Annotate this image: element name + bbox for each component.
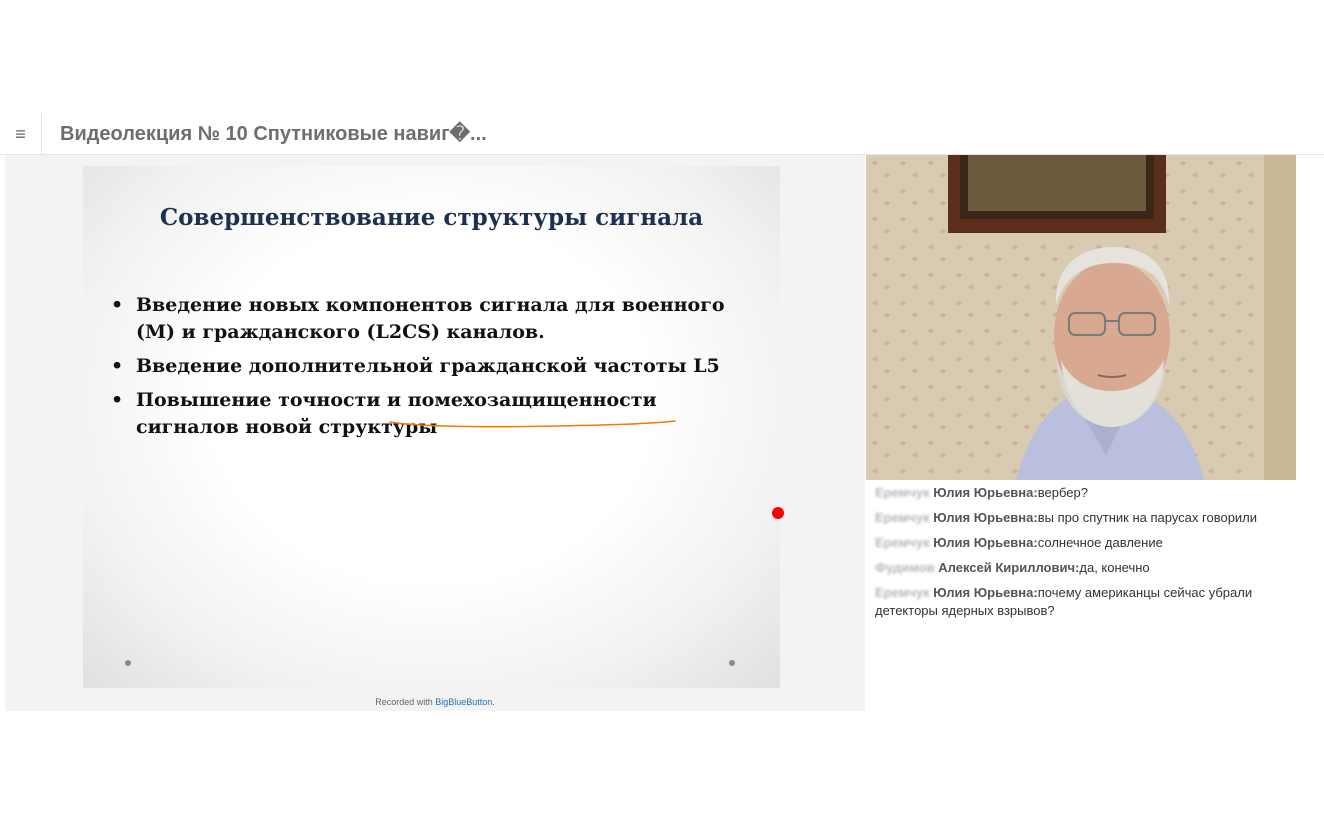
- chat-message: Еремчук Юлия Юрьевна:почему американцы сейчас убрали детекторы ядерных взрывов?: [875, 585, 1253, 618]
- chat-text: вербер?: [1037, 485, 1088, 500]
- chat-message: Еремчук Юлия Юрьевна:вербер?: [875, 485, 1088, 500]
- hamburger-icon: ≡: [15, 124, 26, 144]
- slide-bullet: • Введение новых компонентов сигнала для военного (M) и гражданского (L2CS) каналов.: [111, 292, 761, 346]
- recorded-with-note: [5, 697, 865, 707]
- chat-message: Еремчук Юлия Юрьевна:солнечное давление: [875, 535, 1163, 550]
- bigbluebutton-link[interactable]: BigBlueButton: [435, 697, 493, 707]
- chat-message: Фудимов Алексей Кириллович:да, конечно: [875, 560, 1150, 575]
- presentation-player: [5, 155, 865, 711]
- chat-sender: Юлия Юрьевна: [933, 510, 1034, 525]
- slide-dot: [125, 660, 131, 666]
- chat-text: да, конечно: [1079, 560, 1150, 575]
- chat-sender: Юлия Юрьевна: [933, 585, 1034, 600]
- page-title: Видеолекция № 10 Спутниковые навиг�...: [60, 123, 487, 145]
- slide-bullet-list: [111, 292, 761, 448]
- slide-title: Совершенствование структуры сигнала: [159, 204, 704, 231]
- webcam-frame: [866, 155, 1296, 480]
- webcam-video[interactable]: [866, 155, 1296, 480]
- recorded-suffix: .: [492, 697, 495, 707]
- chat-message: Еремчук Юлия Юрьевна:вы про спутник на парусах говорили: [875, 510, 1258, 525]
- chat-sender-surname: Фудимов: [875, 560, 935, 575]
- recorded-prefix: Recorded with: [375, 697, 436, 707]
- chat-text: солнечное давление: [1037, 535, 1163, 550]
- slide-bullet: • Введение дополнительной гражданской частоты L5: [111, 353, 761, 380]
- top-bar: [0, 114, 1324, 155]
- chat-text: почему американцы сейчас убрали детекторы ядерных взрывов?: [875, 585, 1253, 618]
- chat-sender-surname: Еремчук: [875, 510, 930, 525]
- slide-bullet: • Повышение точности и помехозащищенности сигналов новой структуры: [111, 387, 761, 441]
- chat-sender-surname: Еремчук: [875, 485, 930, 500]
- chat-panel: [866, 484, 1316, 627]
- slide-dot: [729, 660, 735, 666]
- menu-button[interactable]: [0, 114, 42, 154]
- presenter-pointer: [772, 507, 784, 519]
- chat-text: вы про спутник на парусах говорили: [1037, 510, 1258, 525]
- chat-sender: Юлия Юрьевна: [933, 485, 1034, 500]
- chat-sender: Юлия Юрьевна: [933, 535, 1034, 550]
- chat-sender-surname: Еремчук: [875, 585, 930, 600]
- chat-sender: Алексей Кириллович: [938, 560, 1076, 575]
- chat-sender-surname: Еремчук: [875, 535, 930, 550]
- presentation-slide: [83, 166, 780, 688]
